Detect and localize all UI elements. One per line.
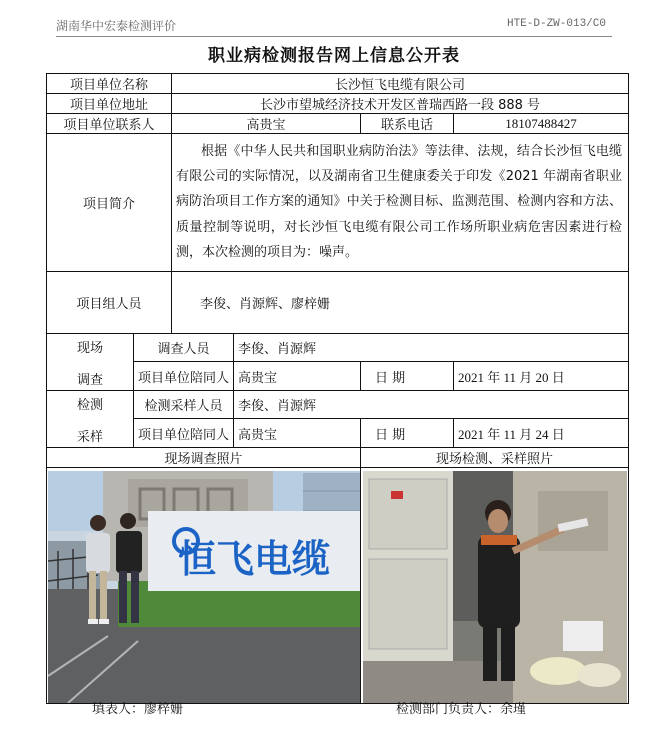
filled-by: 填表人：廖梓姗 [92, 702, 184, 717]
survey-photo [48, 471, 360, 703]
sign-text: 恒飞电缆 [177, 536, 330, 581]
project-name-label: 项目单位名称 [47, 74, 172, 94]
survey-group-label-1: 现场 [76, 340, 103, 356]
sampling-escort-value: 高贵宝 [234, 419, 361, 448]
contact-label: 项目单位联系人 [47, 114, 172, 134]
survey-photo-cell [47, 468, 361, 704]
header-doc-code: HTE-D-ZW-013/C0 [506, 18, 606, 30]
header-org: 湖南华中宏泰检测评价 [56, 19, 177, 33]
survey-date-value: 2021 年 11 月 20 日 [454, 362, 629, 391]
survey-staff-value: 李俊、肖源辉 [234, 334, 629, 362]
sampling-staff-label: 检测采样人员 [134, 391, 234, 419]
info-table [46, 73, 629, 704]
sampling-group-label [47, 391, 134, 448]
sampling-photo [363, 471, 627, 703]
sampling-group-label-2: 采样 [76, 429, 103, 445]
team-label: 项目组人员 [47, 272, 172, 334]
page-title: 职业病检测报告网上信息公开表 [208, 46, 460, 66]
survey-group-label [47, 334, 134, 391]
phone-label: 联系电话 [361, 114, 454, 134]
intro-label: 项目简介 [47, 134, 172, 272]
survey-photo-title: 现场调查照片 [47, 448, 361, 468]
project-address-value: 长沙市望城经济技术开发区普瑞西路一段 888 号 [172, 94, 629, 114]
sampling-date-value: 2021 年 11 月 24 日 [454, 419, 629, 448]
phone-value: 18107488427 [454, 114, 629, 134]
survey-group-label-2: 调查 [76, 372, 103, 388]
survey-escort-value: 高贵宝 [234, 362, 361, 391]
survey-staff-label: 调查人员 [134, 334, 234, 362]
survey-date-label: 日 期 [361, 362, 454, 391]
sampling-group-label-1: 检测 [76, 397, 103, 413]
sampling-photo-cell [361, 468, 629, 704]
survey-escort-label: 项目单位陪同人 [134, 362, 234, 391]
contact-value: 高贵宝 [172, 114, 361, 134]
header-divider [56, 36, 612, 37]
project-address-label: 项目单位地址 [47, 94, 172, 114]
team-value: 李俊、肖源辉、廖梓姗 [172, 272, 629, 334]
intro-text: 根据《中华人民共和国职业病防治法》等法律、法规，结合长沙恒飞电缆有限公司的实际情况，以及湖南省卫生健康委关于印发《2021 年湖南省职业病防治项目工作方案的通知》中关于检测目标、监测范围、检测内容和方法、质量控制等说明，对长沙恒飞电缆有限公司工作场所职业病危害因素进行检测，本次检测的项目为：噪声。 [172, 134, 629, 272]
project-name-value: 长沙恒飞电缆有限公司 [172, 74, 629, 94]
sampling-date-label: 日 期 [361, 419, 454, 448]
sampling-photo-title: 现场检测、采样照片 [361, 448, 629, 468]
sampling-escort-label: 项目单位陪同人 [134, 419, 234, 448]
sampling-staff-value: 李俊、肖源辉 [234, 391, 629, 419]
dept-head: 检测部门负责人：余瑾 [396, 702, 527, 717]
